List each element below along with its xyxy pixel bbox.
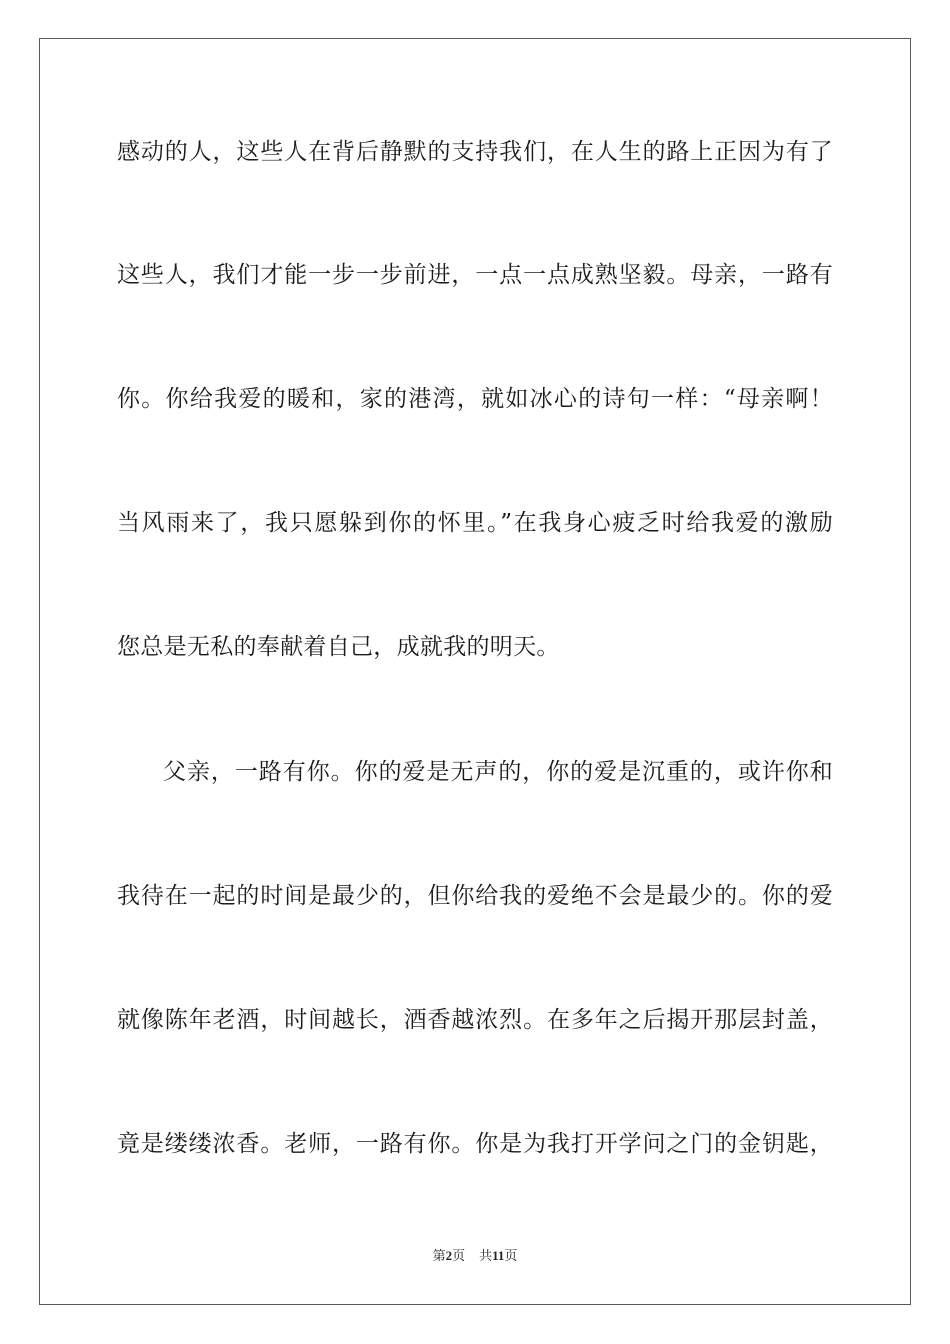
page-label-suffix: 页 xyxy=(452,1248,466,1263)
total-label-suffix: 页 xyxy=(504,1248,518,1263)
total-pages: 11 xyxy=(492,1248,505,1263)
page-number: 2 xyxy=(445,1248,453,1263)
page-footer xyxy=(0,1247,950,1265)
page-border xyxy=(39,38,911,1305)
text-line-2: 这些人，我们才能一步一步前进，一点一点成熟坚毅。母亲，一路有 xyxy=(117,262,833,288)
text-line-9: 竟是缕缕浓香。老师，一路有你。你是为我打开学问之门的金钥匙， xyxy=(117,1131,833,1157)
text-line-8: 就像陈年老酒，时间越长，酒香越浓烈。在多年之后揭开那层封盖， xyxy=(117,1007,833,1033)
text-line-3: 你。你给我爱的暖和，家的港湾，就如冰心的诗句一样：“母亲啊！ xyxy=(117,386,833,412)
total-label-prefix: 共 xyxy=(479,1248,493,1263)
text-line-6-paragraph-start: 父亲，一路有你。你的爱是无声的，你的爱是沉重的，或许你和 xyxy=(163,759,833,785)
text-line-5: 您总是无私的奉献着自己，成就我的明天。 xyxy=(117,634,560,660)
text-line-7: 我待在一起的时间是最少的，但你给我的爱绝不会是最少的。你的爱 xyxy=(117,883,833,909)
text-line-4: 当风雨来了，我只愿躲到你的怀里。”在我身心疲乏时给我爱的激励 xyxy=(117,510,833,536)
text-line-1: 感动的人，这些人在背后静默的支持我们，在人生的路上正因为有了 xyxy=(117,139,833,165)
page-label-prefix: 第 xyxy=(432,1248,446,1263)
